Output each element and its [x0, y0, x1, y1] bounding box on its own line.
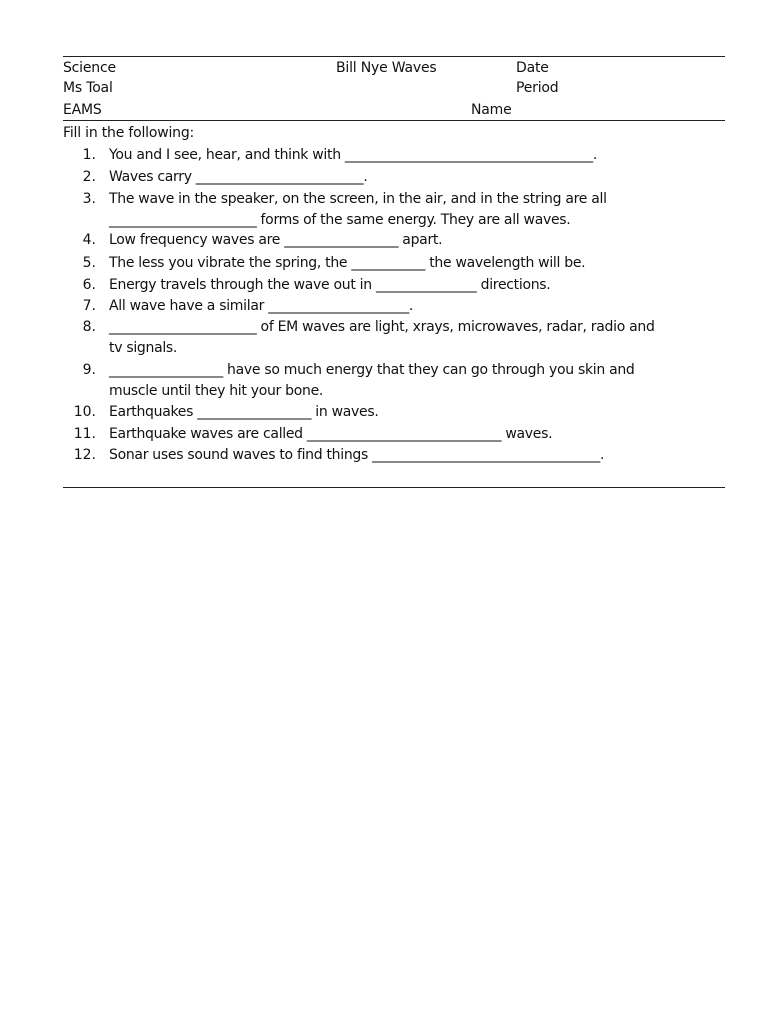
question-text: ______________________ of EM waves are light, xrays, microwaves, radar, radio and	[109, 319, 655, 335]
bottom-rule	[63, 487, 725, 488]
question-text: All wave have a similar _____________________.	[109, 298, 414, 314]
question-number: 1.	[82, 147, 96, 163]
question-number: 7.	[82, 298, 96, 314]
worksheet-title: Bill Nye Waves	[336, 60, 437, 76]
question-text: You and I see, hear, and think with _____________________________________.	[109, 147, 597, 163]
question-text: _________________ have so much energy that they can go through you skin and	[109, 362, 635, 378]
question-text: Sonar uses sound waves to find things __________________________________.	[109, 447, 605, 463]
question-number: 6.	[82, 277, 96, 293]
question-text: Earthquake waves are called _____________________________ waves.	[109, 426, 553, 442]
teacher-label: Ms Toal	[63, 80, 113, 96]
question-text-continued: tv signals.	[109, 340, 178, 356]
question-text: Energy travels through the wave out in _______________ directions.	[109, 277, 551, 293]
instructions: Fill in the following:	[63, 125, 195, 141]
question-text: The wave in the speaker, on the screen, in the air, and in the string are all	[109, 191, 607, 207]
top-rule	[63, 56, 725, 57]
question-number: 3.	[82, 191, 96, 207]
question-number: 11.	[73, 426, 96, 442]
question-number: 8.	[82, 319, 96, 335]
question-text: Waves carry _________________________.	[109, 169, 368, 185]
question-text-continued: ______________________ forms of the same energy. They are all waves.	[109, 212, 571, 228]
question-number: 10.	[73, 404, 96, 420]
question-number: 5.	[82, 255, 96, 271]
question-number: 4.	[82, 232, 96, 248]
question-text: The less you vibrate the spring, the ___________ the wavelength will be.	[109, 255, 586, 271]
question-text: Low frequency waves are _________________ apart.	[109, 232, 443, 248]
question-number: 2.	[82, 169, 96, 185]
period-label: Period	[516, 80, 559, 96]
date-label: Date	[516, 60, 549, 76]
question-text: Earthquakes _________________ in waves.	[109, 404, 379, 420]
question-text-continued: muscle until they hit your bone.	[109, 383, 324, 399]
question-number: 9.	[82, 362, 96, 378]
name-label: Name	[471, 102, 512, 118]
header-rule	[63, 120, 725, 121]
school-label: EAMS	[63, 102, 102, 118]
question-number: 12.	[73, 447, 96, 463]
subject-label: Science	[63, 60, 116, 76]
